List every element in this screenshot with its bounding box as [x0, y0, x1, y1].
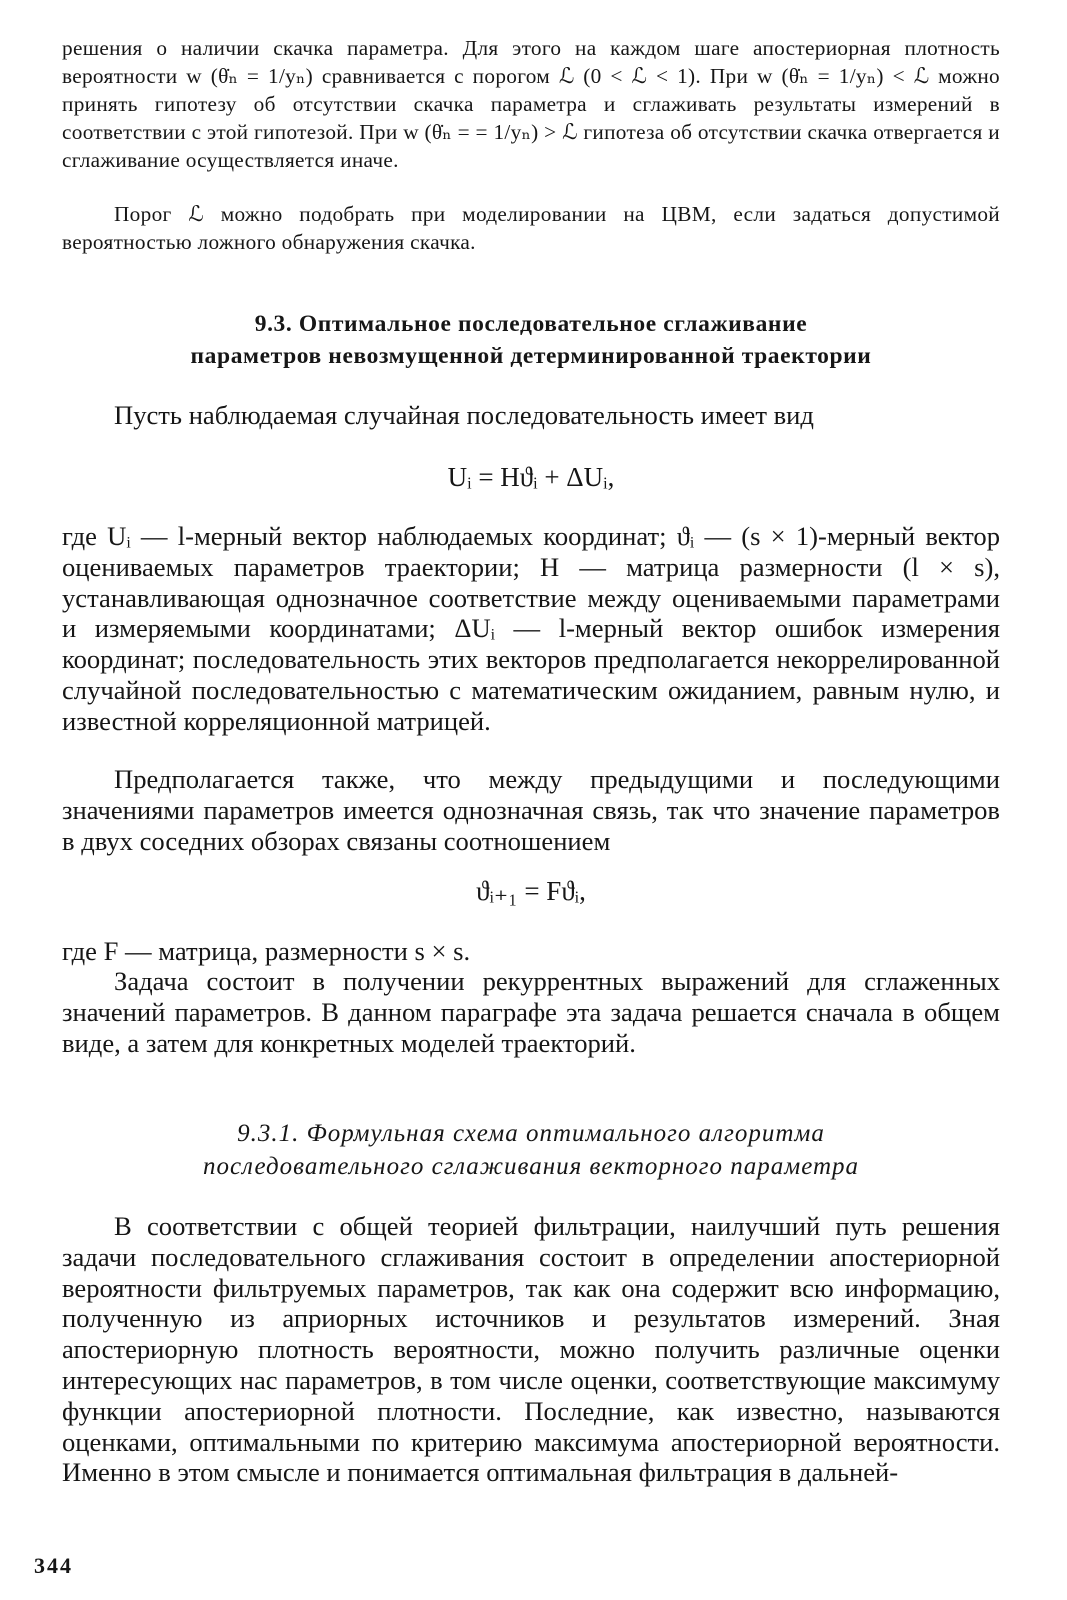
section-heading-line1: 9.3. Оптимальное последовательное сглаживание [254, 311, 808, 337]
paragraph-filtering-theory: В соответствии с общей теорией фильтрации, наилучший путь решения задачи последовательного сглаживания состоит в определении апостериорной вероятности фильтруемых параметров, так как она содержит всю информацию, полученную из априорных источников и результатов измерений. Зная апостериорную плотность вероятности, можно получить различные оценки интересующих нас параметров, в том числе оценки, соответствующие максимуму функции апостериорной плотности. Последние, как известно, называются оценками, оптимальными по критерию максимума апостериорной вероятности. Именно в этом смысле и понимается оптимальная фильтрация в дальней- [62, 1211, 1000, 1488]
top-paragraph-1: решения о наличии скачка параметра. Для этого на каждом шаге апостериорная плотность вероятности w (θ̇ₙ = 1/yₙ) сравнивается с порогом ℒ (0 < ℒ < 1). При w (θ̇ₙ = 1/yₙ) < ℒ можно принять гипотезу об отсутствии скачка параметра и сглаживать результаты измерений в соответствии с этой гипотезой. При w (θ̇ₙ = = 1/yₙ) > ℒ гипотеза об отсутствии скачка отвергается и сглаживание осуществляется иначе. [62, 36, 1000, 173]
section-heading [62, 308, 1000, 372]
subsection-heading-line1: 9.3.1. Формульная схема оптимального алгоритма [237, 1120, 825, 1147]
paragraph-assumption: Предполагается также, что между предыдущими и последующими значениями параметров имеется однозначная связь, так что значение параметров в двух соседних обзорах связаны соотношением [62, 764, 1000, 856]
subsection-heading-line2: последовательного сглаживания векторного параметра [202, 1153, 860, 1180]
paragraph-matrix-f: где F — матрица, размерности s × s. [62, 936, 471, 966]
paragraph-definitions: где Uᵢ — l-мерный вектор наблюдаемых координат; ϑᵢ — (s × 1)-мерный вектор оцениваемых параметров траектории; H — матрица размерности (l × s), устанавливающая однозначное соответствие между оцениваемыми параметрами и измеряемыми координатами; ΔUᵢ — l-мерный вектор ошибок измерения координат; последовательность этих векторов предполагается некоррелированной случайной последовательностью с математическим ожиданием, равным нулю, и известной корреляционной матрицей. [62, 521, 1000, 736]
page-number: 344 [34, 1553, 73, 1578]
subsection-heading [62, 1117, 1000, 1183]
section-heading-line2: параметров невозмущенной детерминированной траектории [190, 343, 872, 369]
paragraph-task: Задача состоит в получении рекуррентных выражений для сглаженных значений параметров. В данном параграфе эта задача решается сначала в общем виде, а затем для конкретных моделей траекторий. [62, 966, 1000, 1058]
paragraph-intro: Пусть наблюдаемая случайная последовательность имеет вид [114, 400, 814, 430]
formula-transition: ϑᵢ₊₁ = Fϑᵢ, [476, 876, 586, 906]
formula-observation: Uᵢ = Hϑᵢ + ΔUᵢ, [447, 462, 615, 492]
top-paragraph-2: Порог ℒ можно подобрать при моделировании на ЦВМ, если задаться допустимой вероятностью ложного обнаружения скачка. [62, 202, 1000, 255]
